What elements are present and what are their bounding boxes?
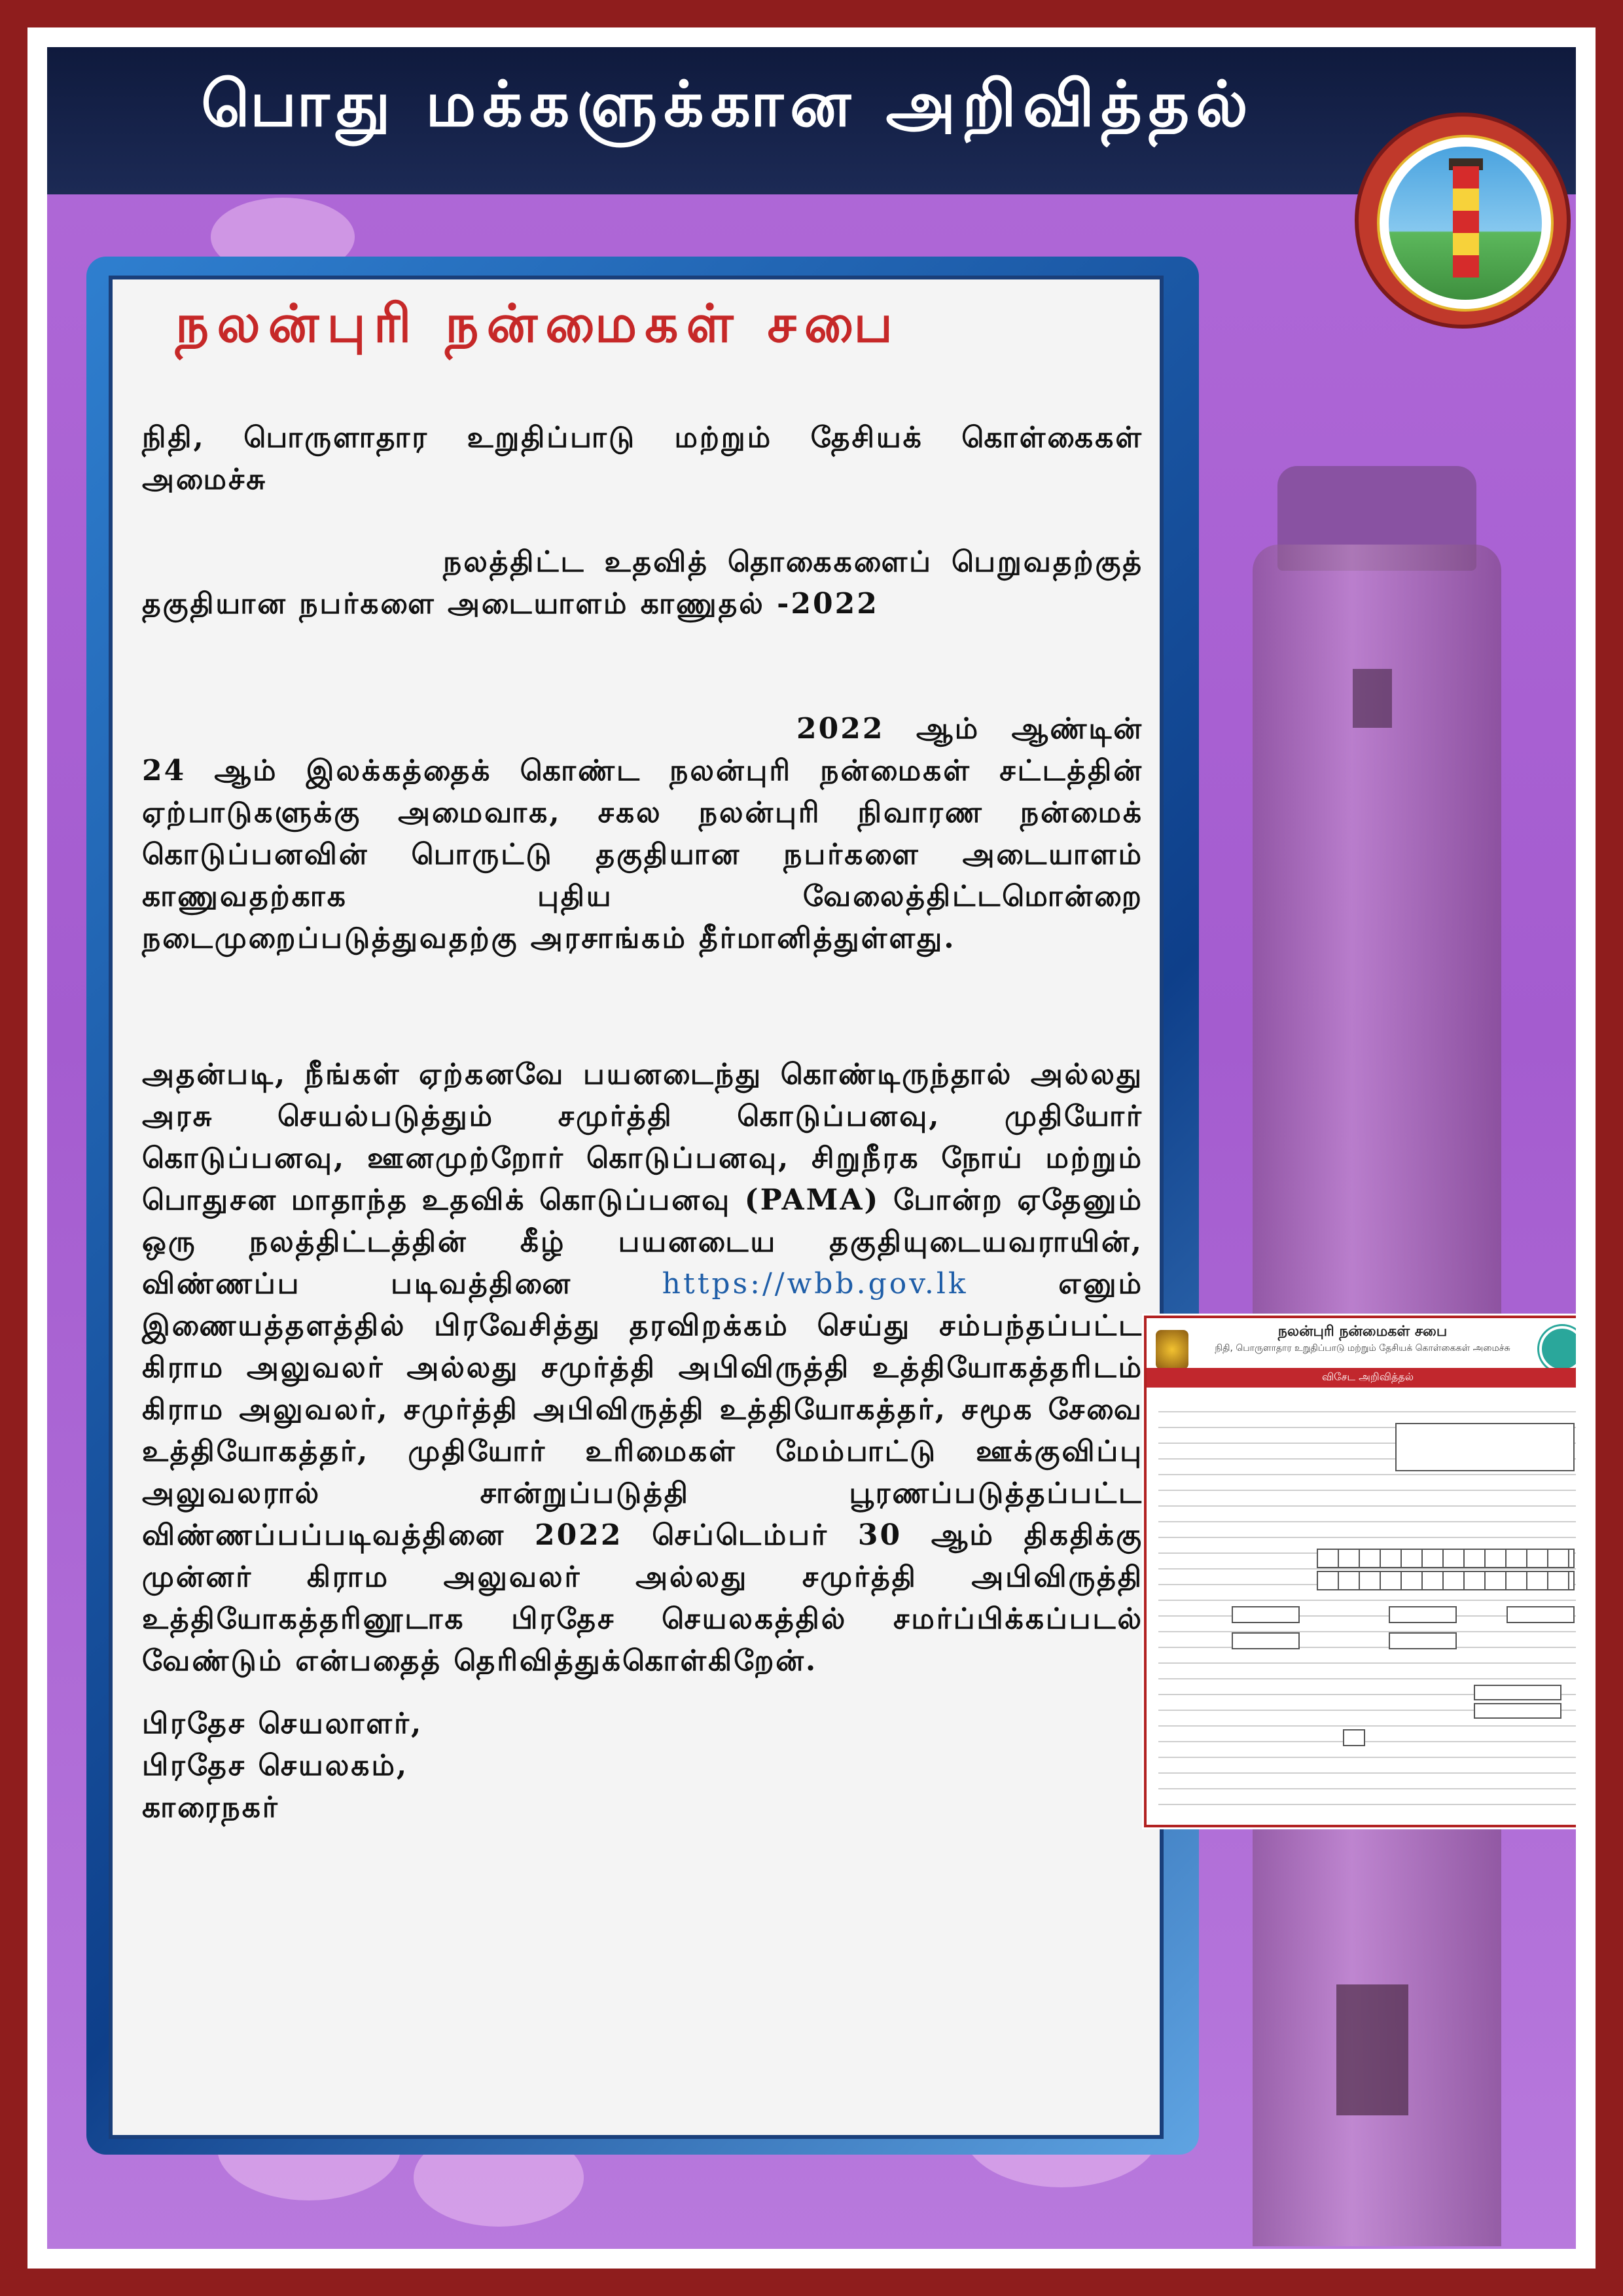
form-input-box — [1474, 1685, 1561, 1700]
paragraph-2-text-end: எனும் இணையத்தளத்தில் பிரவேசித்து தரவிறக்கம் செய்து சம்பந்தப்பட்ட கிராம அலுவலர் அல்லது சமுர்த்தி அபிவிருத்தி உத்தியோகத்தரிடம் கிராம அலுவலர், சமுர்த்தி அபிவிருத்தி உத்தியோகத்தர், சமூக சேவை உத்தியோகத்தர், முதியோர் உரிமைகள் மேம்பாட்டு ஊக்குவிப்பு அலுவலரால் சான்றுப்படுத்தி பூரணப்படுத்தப்பட்ட விண்ணப்பப்படிவத்தினை 2022 செப்டெம்பர் 30 ஆம் திகதிக்கு முன்னர் கிராம அலுவலர் அல்லது சமுர்த்தி அபிவிருத்தி உத்தியோகத்தரினூடாக பிரதேச செயலகத்தில் சமர்ப்பிக்கப்படல் வேண்டும் என்பதைத் தெரிவித்துக்கொள்கிறேன். — [142, 1267, 1144, 1677]
sri-lanka-emblem-icon — [1156, 1330, 1188, 1369]
form-title: நலன்புரி நன்மைகள் சபை — [1277, 1323, 1448, 1340]
text-panel — [113, 279, 1160, 2135]
notice-paragraph-1: 2022 ஆம் ஆண்டின் 24 ஆம் இலக்கத்தைக் கொண்ட நலன்புரி நன்மைகள் சட்டத்தின் ஏற்பாடுகளுக்கு அமைவாக, சகல நலன்புரி நிவாரண நன்மைக் கொடுப்பனவின் பொருட்டு தகுதியான நபர்களை அடையாளம் காணுவதற்காக புதிய வேலைத்திட்டமொன்றை நடைமுறைப்படுத்துவதற்கு அரசாங்கம் தீர்மானித்துள்ளது. — [142, 712, 1143, 955]
notice-paragraph-2 — [142, 1054, 1143, 1682]
lighthouse-window — [1353, 669, 1392, 728]
form-band — [1147, 1368, 1576, 1388]
form-input-box — [1389, 1632, 1457, 1649]
form-id-grid — [1317, 1549, 1575, 1568]
form-input-box — [1507, 1606, 1575, 1623]
signature-line-place: காரைநகர் — [142, 1791, 279, 1824]
form-input-box — [1232, 1632, 1300, 1649]
seal-ring — [1377, 135, 1554, 312]
welfare-board-logo-icon — [1539, 1326, 1576, 1372]
seal-emblem — [1389, 147, 1542, 300]
application-form-preview — [1144, 1316, 1576, 1827]
form-subtitle: நிதி, பொருளாதார உறுதிப்பாடு மற்றும் தேசியக் கொள்கைகள் அமைச்சு — [1215, 1343, 1510, 1354]
form-checkbox — [1343, 1729, 1365, 1746]
website-link[interactable]: https://wbb.gov.lk — [662, 1267, 969, 1300]
signature-block — [142, 1703, 423, 1829]
board-title: நலன்புரி நன்மைகள் சபை — [175, 293, 901, 354]
form-band-label: விசேட அறிவித்தல் — [1321, 1371, 1414, 1383]
signature-line-office: பிரதேச செயலகம், — [142, 1749, 409, 1782]
lighthouse-door — [1336, 1984, 1408, 2115]
divisional-secretariat-seal — [1355, 113, 1571, 329]
notice-header — [47, 47, 1576, 194]
seal-lighthouse — [1453, 166, 1479, 278]
form-input-box — [1389, 1606, 1457, 1623]
notice-subject: நலத்திட்ட உதவித் தொகைகளைப் பெறுவதற்குத் தகுதியான நபர்களை அடையாளம் காணுதல் -2022 — [142, 545, 1143, 620]
form-id-grid — [1317, 1571, 1575, 1590]
form-reference-box — [1395, 1423, 1575, 1471]
poster-stage — [47, 47, 1576, 2249]
form-input-box — [1232, 1606, 1300, 1623]
paragraph-2-text-start: அதன்படி, நீங்கள் ஏற்கனவே பயனடைந்து கொண்டிருந்தால் அல்லது அரசு செயல்படுத்தும் சமுர்த்தி கொடுப்பனவு, முதியோர் கொடுப்பனவு, ஊனமுற்றோர் கொடுப்பனவு, சிறுநீரக நோய் மற்றும் பொதுசன மாதாந்த உதவிக் கொடுப்பனவு (PAMA) போன்ற ஏதேனும் ஒரு நலத்திட்டத்தின் கீழ் பயனடைய தகுதியுடையவராயின், விண்ணப்ப படிவத்தினை — [142, 1058, 1143, 1300]
signature-line-designation: பிரதேச செயலாளர், — [142, 1707, 423, 1740]
form-input-box — [1474, 1703, 1561, 1719]
ministry-name: நிதி, பொருளாதார உறுதிப்பாடு மற்றும் தேசியக் கொள்கைகள் அமைச்சு — [142, 421, 1143, 496]
notice-title: பொது மக்களுக்கான அறிவித்தல் — [201, 67, 1255, 141]
